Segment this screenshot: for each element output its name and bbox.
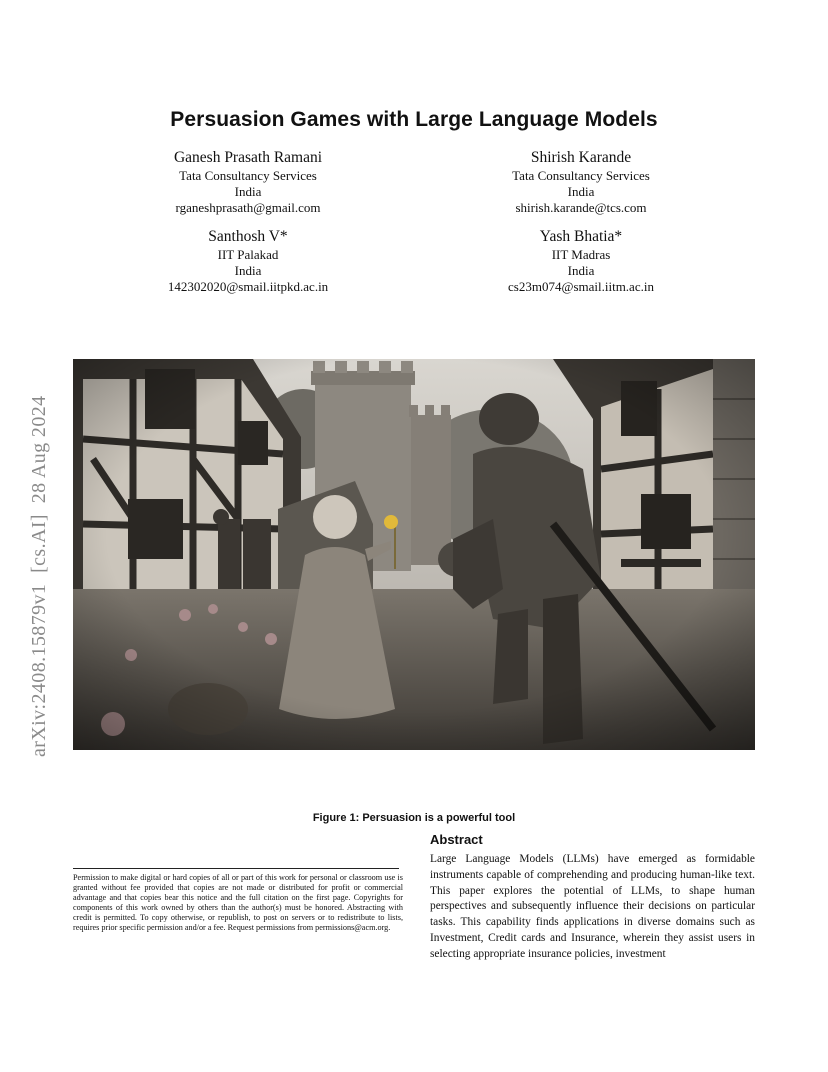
- author-email: rganeshprasath@gmail.com: [175, 200, 321, 215]
- author-affiliation: IIT Madras: [551, 247, 611, 262]
- author-email: shirish.karande@tcs.com: [515, 200, 647, 215]
- author-affiliation: Tata Consultancy Services: [179, 168, 317, 183]
- author-affiliation: Tata Consultancy Services: [512, 168, 650, 183]
- author-email: 142302020@smail.iitpkd.ac.in: [167, 279, 329, 294]
- figure-caption: Figure 1: Persuasion is a powerful tool: [312, 812, 516, 824]
- permission-notice: Permission to make digital or hard copies of all or part of this work for personal or classroom use is granted without fee provided that copies are not made or distributed for profit or commercial advantage and that copies bear this notice and the full citation on the first page. Copyrights for components of this work owned by others than the author(s) must be honored. Abstracting with credit is permitted. To copy otherwise, or republish, to post on servers or to redistribute to lists, requires prior specific permission and/or a fee. Request permissions from permissions@acm.org.: [73, 873, 403, 933]
- author-name: Yash Bhatia*: [539, 228, 623, 245]
- author-country: India: [234, 184, 262, 199]
- author-block-1: [98, 148, 398, 216]
- paper-title: Persuasion Games with Large Language Models: [170, 108, 658, 131]
- author-country: India: [234, 263, 262, 278]
- figure-image: [73, 359, 755, 750]
- author-block-3: [98, 227, 398, 295]
- author-email: cs23m074@smail.iitm.ac.in: [508, 279, 654, 294]
- arxiv-identifier: arXiv:2408.15879v1 [cs.AI] 28 Aug 2024: [28, 395, 50, 757]
- abstract-heading: Abstract: [430, 832, 483, 847]
- abstract-text: Large Language Models (LLMs) have emerged as formidable instruments capable of comprehending and producing human-like text. This paper explores the potential of LLMs, to shape human perspectives and subsequently influence their decisions on particular tasks. This capability finds applications in diverse domains such as Investment, Credit cards and Insurance, wherein they assist users in selecting appropriate insurance policies, investment: [430, 853, 755, 960]
- author-block-2: [431, 148, 731, 216]
- author-name: Ganesh Prasath Ramani: [173, 149, 323, 166]
- author-affiliation: IIT Palakad: [217, 247, 279, 262]
- author-name: Santhosh V*: [208, 228, 288, 245]
- author-country: India: [567, 184, 595, 199]
- footnote-divider: [73, 868, 399, 869]
- author-name: Shirish Karande: [530, 149, 632, 166]
- author-country: India: [567, 263, 595, 278]
- author-block-4: [431, 227, 731, 295]
